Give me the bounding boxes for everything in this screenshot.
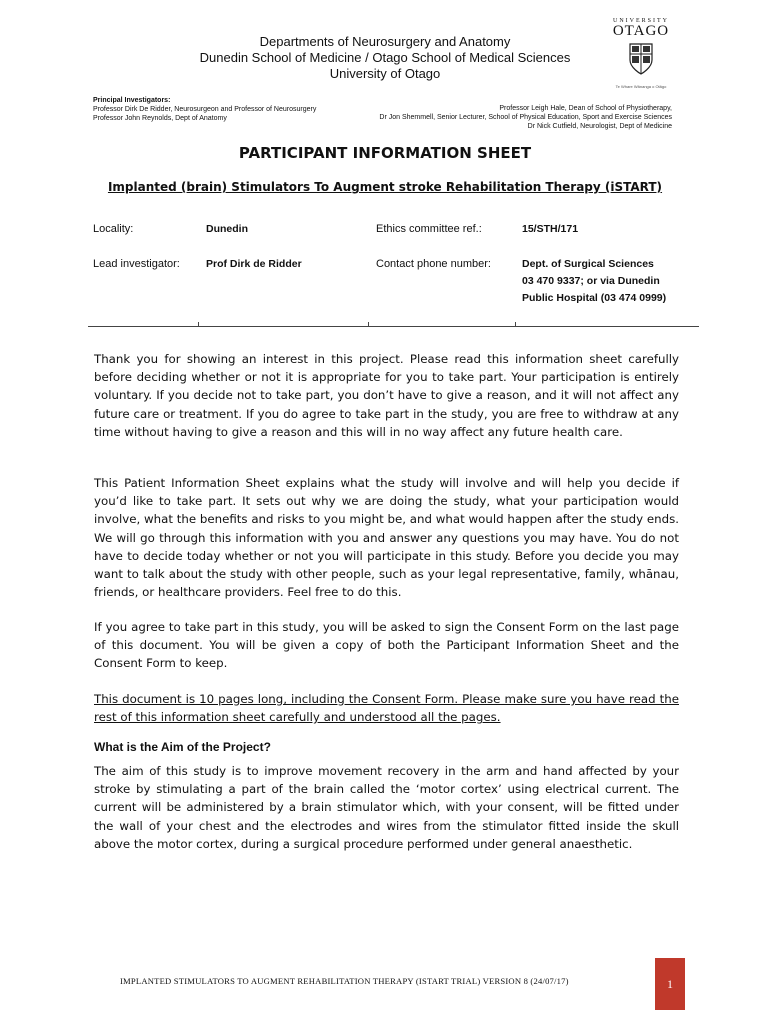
investigator-right-1: Professor Leigh Hale, Dean of School of Physiotherapy, — [499, 105, 672, 112]
contact-label: Contact phone number: — [376, 258, 491, 270]
crest-icon — [628, 42, 654, 76]
logo-motto: Te Whare Wānanga o Otāgo — [615, 84, 667, 89]
page-number-badge: 1 — [655, 958, 685, 1010]
investigators-right — [379, 104, 672, 131]
page-count-notice: This document is 10 pages long, including the Consent Form. Please make sure you have read the rest of this information sheet carefully and understood all the pages. — [94, 692, 679, 725]
intro-paragraph: Thank you for showing an interest in this project. Please read this information sheet carefully before deciding whether or not it is appropriate for you to take part. Your participation is entirely voluntary. If you decide not to take part, you don’t have to give a reason, and it will not affect any future care or treatment. If you do agree to take part in the study, you are free to withdraw at any time without having to give a reason and this will in no way affect any future health care. — [94, 352, 679, 439]
explanation-paragraph: This Patient Information Sheet explains what the study will involve and will help you decide if you’d like to take part. It sets out why we are doing the study, what your participation would involve, what the benefits and risks to you might be, and what would happen after the study ends. We will go through this information with you and answer any questions you may have. You do not have to decide today whether or not you will participate in this study. Before you decide you may want to talk about the study with other people, such as your legal representative, family, whānau, friends, or healthcare providers. Feel free to do this. — [94, 476, 679, 600]
logo-name-text: OTAGO — [612, 23, 670, 39]
investigator-left-2: Professor John Reynolds, Dept of Anatomy — [93, 115, 227, 122]
investigator-right-3: Dr Nick Cutfield, Neurologist, Dept of Medicine — [527, 123, 672, 130]
page-title: PARTICIPANT INFORMATION SHEET — [238, 144, 532, 162]
details-divider — [88, 326, 699, 327]
university-logo — [606, 18, 676, 89]
locality-value: Dunedin — [206, 223, 248, 235]
contact-line-3: Public Hospital (03 474 0999) — [522, 292, 667, 304]
dept-line-1: Departments of Neurosurgery and Anatomy — [259, 34, 511, 49]
logo-university-text: UNIVERSITY — [613, 18, 669, 24]
contact-line-2: 03 470 9337; or via Dunedin — [522, 275, 660, 287]
dept-line-2: Dunedin School of Medicine / Otago School of Medical Sciences — [199, 50, 571, 65]
aim-paragraph: The aim of this study is to improve movement recovery in the arm and hand affected by your stroke by stimulating a part of the brain called the ‘motor cortex’ using electrical current. The current will be administered by a brain stimulator which, with your consent, will be fitted under the wall of your chest and the electrodes and wires from the stimulator fitted inside the skull above the motor cortex, during a surgical procedure performed under general anaesthetic. — [94, 764, 679, 851]
aim-heading: What is the Aim of the Project? — [94, 740, 271, 754]
divider-tick — [368, 322, 369, 326]
divider-tick — [515, 322, 516, 326]
divider-tick — [198, 322, 199, 326]
investigator-right-2: Dr Jon Shemmell, Senior Lecturer, School of Physical Education, Sport and Exercise Sciences — [379, 114, 672, 121]
ethics-label: Ethics committee ref.: — [376, 223, 482, 235]
contact-line-1: Dept. of Surgical Sciences — [522, 258, 654, 270]
ethics-value: 15/STH/171 — [522, 223, 579, 235]
investigators-left — [93, 96, 316, 123]
locality-label: Locality: — [93, 223, 134, 235]
contact-value — [522, 256, 666, 307]
dept-line-3: University of Otago — [329, 66, 441, 81]
investigator-left-1: Professor Dirk De Ridder, Neurosurgeon and Professor of Neurosurgery — [93, 106, 317, 113]
consent-paragraph: If you agree to take part in this study, you will be asked to sign the Consent Form on the last page of this document. You will be given a copy of both the Participant Information Sheet and the Consent Form to keep. — [94, 620, 679, 671]
lead-value: Prof Dirk de Ridder — [206, 258, 302, 270]
footer-text: IMPLANTED STIMULATORS TO AUGMENT REHABILITATION THERAPY (ISTART TRIAL) VERSION 8 (24/07/17) — [120, 976, 569, 986]
study-subtitle: Implanted (brain) Stimulators To Augment stroke Rehabilitation Therapy (iSTART) — [107, 180, 663, 194]
investigators-heading: Principal Investigators: — [93, 97, 171, 104]
lead-label: Lead investigator: — [93, 258, 180, 270]
